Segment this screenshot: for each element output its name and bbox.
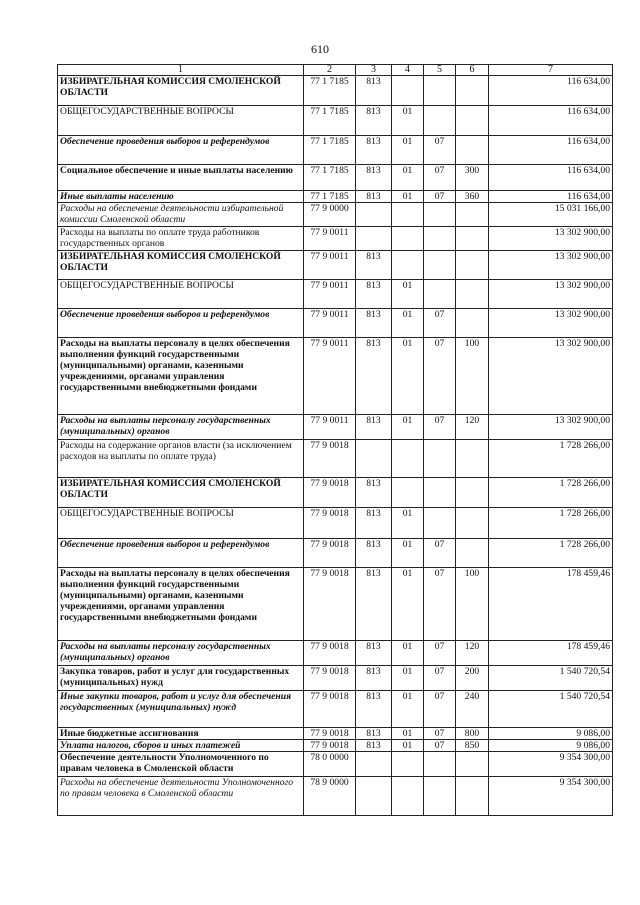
section-code: 01 <box>392 338 424 415</box>
section-code: 01 <box>392 568 424 641</box>
table-row <box>58 191 613 203</box>
expense-type-code <box>456 508 489 539</box>
target-article-code: 77 1 7185 <box>304 76 356 106</box>
ministry-code: 813 <box>356 539 392 568</box>
table-row <box>58 539 613 568</box>
table-row <box>58 478 613 508</box>
row-name: Расходы на содержание органов власти (за исключением расходов на выплаты по оплате труда) <box>58 440 304 478</box>
header-cell: 4 <box>392 65 424 76</box>
ministry-code: 813 <box>356 309 392 338</box>
ministry-code: 813 <box>356 728 392 740</box>
target-article-code: 77 9 0011 <box>304 338 356 415</box>
target-article-code: 77 9 0011 <box>304 415 356 440</box>
table-row <box>58 752 613 777</box>
amount: 9 354 300,00 <box>489 777 613 816</box>
ministry-code <box>356 777 392 816</box>
header-cell: 2 <box>304 65 356 76</box>
subsection-code <box>424 752 456 777</box>
table-row <box>58 728 613 740</box>
expense-type-code <box>456 280 489 309</box>
amount: 15 031 166,00 <box>489 203 613 227</box>
expense-type-code: 100 <box>456 568 489 641</box>
table-row <box>58 568 613 641</box>
subsection-code <box>424 203 456 227</box>
expense-type-code: 240 <box>456 691 489 728</box>
ministry-code <box>356 227 392 251</box>
row-name: Расходы на выплаты персоналу государственных (муниципальных) органов <box>58 415 304 440</box>
subsection-code: 07 <box>424 641 456 666</box>
target-article-code: 77 9 0011 <box>304 280 356 309</box>
table-row <box>58 280 613 309</box>
subsection-code: 07 <box>424 338 456 415</box>
section-code: 01 <box>392 191 424 203</box>
subsection-code <box>424 508 456 539</box>
expense-type-code <box>456 309 489 338</box>
row-name: Иные выплаты населению <box>58 191 304 203</box>
amount: 1 728 266,00 <box>489 539 613 568</box>
target-article-code: 77 1 7185 <box>304 165 356 191</box>
subsection-code <box>424 280 456 309</box>
header-cell: 7 <box>489 65 613 76</box>
subsection-code: 07 <box>424 691 456 728</box>
target-article-code: 77 9 0018 <box>304 539 356 568</box>
row-name: ОБЩЕГОСУДАРСТВЕННЫЕ ВОПРОСЫ <box>58 508 304 539</box>
subsection-code: 07 <box>424 666 456 691</box>
header-cell: 6 <box>456 65 489 76</box>
section-code <box>392 227 424 251</box>
ministry-code: 813 <box>356 338 392 415</box>
row-name: Обеспечение проведения выборов и референдумов <box>58 136 304 165</box>
section-code: 01 <box>392 309 424 338</box>
amount: 13 302 900,00 <box>489 251 613 280</box>
amount: 178 459,46 <box>489 568 613 641</box>
ministry-code <box>356 203 392 227</box>
expense-type-code <box>456 136 489 165</box>
row-name: ИЗБИРАТЕЛЬНАЯ КОМИССИЯ СМОЛЕНСКОЙ ОБЛАСТИ <box>58 251 304 280</box>
section-code: 01 <box>392 728 424 740</box>
target-article-code: 78 9 0000 <box>304 777 356 816</box>
target-article-code: 77 9 0018 <box>304 508 356 539</box>
table-row <box>58 227 613 251</box>
target-article-code: 77 9 0018 <box>304 728 356 740</box>
row-name: Расходы на выплаты персоналу государственных (муниципальных) органов <box>58 641 304 666</box>
section-code: 01 <box>392 136 424 165</box>
expense-type-code: 800 <box>456 728 489 740</box>
subsection-code <box>424 251 456 280</box>
target-article-code: 77 9 0018 <box>304 666 356 691</box>
row-name: Социальное обеспечение и иные выплаты населению <box>58 165 304 191</box>
section-code: 01 <box>392 666 424 691</box>
ministry-code <box>356 752 392 777</box>
row-name: ИЗБИРАТЕЛЬНАЯ КОМИССИЯ СМОЛЕНСКОЙ ОБЛАСТИ <box>58 76 304 106</box>
row-name: Закупка товаров, работ и услуг для государственных (муниципальных) нужд <box>58 666 304 691</box>
expense-type-code <box>456 752 489 777</box>
section-code <box>392 76 424 106</box>
expense-type-code <box>456 76 489 106</box>
section-code: 01 <box>392 641 424 666</box>
budget-table <box>57 64 613 816</box>
amount: 13 302 900,00 <box>489 309 613 338</box>
section-code: 01 <box>392 740 424 752</box>
subsection-code <box>424 76 456 106</box>
amount: 9 086,00 <box>489 740 613 752</box>
row-name: Уплата налогов, сборов и иных платежей <box>58 740 304 752</box>
header-row <box>58 65 613 76</box>
ministry-code: 813 <box>356 666 392 691</box>
table-row <box>58 203 613 227</box>
subsection-code: 07 <box>424 568 456 641</box>
ministry-code: 813 <box>356 641 392 666</box>
target-article-code: 77 9 0018 <box>304 740 356 752</box>
subsection-code <box>424 440 456 478</box>
section-code: 01 <box>392 165 424 191</box>
target-article-code: 77 9 0018 <box>304 691 356 728</box>
section-code: 01 <box>392 106 424 136</box>
amount: 116 634,00 <box>489 191 613 203</box>
target-article-code: 77 9 0011 <box>304 251 356 280</box>
row-name: Расходы на обеспечение деятельности Уполномоченного по правам человека в Смоленской области <box>58 777 304 816</box>
table-row <box>58 666 613 691</box>
table-row <box>58 251 613 280</box>
target-article-code: 77 9 0011 <box>304 309 356 338</box>
expense-type-code: 120 <box>456 415 489 440</box>
amount: 1 540 720,54 <box>489 691 613 728</box>
expense-type-code: 850 <box>456 740 489 752</box>
header-cell: 3 <box>356 65 392 76</box>
table-row <box>58 165 613 191</box>
section-code: 01 <box>392 280 424 309</box>
ministry-code: 813 <box>356 251 392 280</box>
table-row <box>58 641 613 666</box>
row-name: ОБЩЕГОСУДАРСТВЕННЫЕ ВОПРОСЫ <box>58 106 304 136</box>
ministry-code: 813 <box>356 191 392 203</box>
table-row <box>58 338 613 415</box>
table-row <box>58 691 613 728</box>
table-row <box>58 309 613 338</box>
section-code <box>392 478 424 508</box>
subsection-code: 07 <box>424 740 456 752</box>
table-row <box>58 106 613 136</box>
section-code: 01 <box>392 691 424 728</box>
row-name: Расходы на выплаты по оплате труда работников государственных органов <box>58 227 304 251</box>
ministry-code: 813 <box>356 106 392 136</box>
section-code <box>392 777 424 816</box>
amount: 116 634,00 <box>489 106 613 136</box>
row-name: Расходы на выплаты персоналу в целях обеспечения выполнения функций государственными (муниципальными) органами, казенными учреждениями, органами управления государственными внебюджетными фондами <box>58 568 304 641</box>
amount: 1 728 266,00 <box>489 440 613 478</box>
target-article-code: 77 9 0011 <box>304 227 356 251</box>
target-article-code: 77 1 7185 <box>304 136 356 165</box>
subsection-code: 07 <box>424 539 456 568</box>
target-article-code: 77 9 0018 <box>304 641 356 666</box>
section-code <box>392 251 424 280</box>
table-row <box>58 76 613 106</box>
row-name: Иные бюджетные ассигнования <box>58 728 304 740</box>
ministry-code: 813 <box>356 280 392 309</box>
row-name: Расходы на обеспечение деятельности избирательной комиссии Смоленской области <box>58 203 304 227</box>
expense-type-code <box>456 777 489 816</box>
amount: 1 728 266,00 <box>489 478 613 508</box>
expense-type-code: 200 <box>456 666 489 691</box>
amount: 178 459,46 <box>489 641 613 666</box>
expense-type-code <box>456 203 489 227</box>
amount: 1 728 266,00 <box>489 508 613 539</box>
target-article-code: 78 0 0000 <box>304 752 356 777</box>
row-name: Обеспечение проведения выборов и референдумов <box>58 539 304 568</box>
amount: 9 086,00 <box>489 728 613 740</box>
amount: 116 634,00 <box>489 165 613 191</box>
subsection-code <box>424 227 456 251</box>
subsection-code: 07 <box>424 309 456 338</box>
target-article-code: 77 1 7185 <box>304 191 356 203</box>
header-cell: 5 <box>424 65 456 76</box>
amount: 116 634,00 <box>489 76 613 106</box>
ministry-code: 813 <box>356 415 392 440</box>
section-code: 01 <box>392 539 424 568</box>
target-article-code: 77 9 0000 <box>304 203 356 227</box>
subsection-code <box>424 777 456 816</box>
amount: 1 540 720,54 <box>489 666 613 691</box>
table-row <box>58 136 613 165</box>
section-code <box>392 203 424 227</box>
row-name: Расходы на выплаты персоналу в целях обеспечения выполнения функций государственными (муниципальными) органами, казенными учреждениями, органами управления государственными внебюджетными фондами <box>58 338 304 415</box>
row-name: Обеспечение деятельности Уполномоченного по правам человека в Смоленской области <box>58 752 304 777</box>
ministry-code <box>356 440 392 478</box>
expense-type-code: 100 <box>456 338 489 415</box>
ministry-code: 813 <box>356 165 392 191</box>
subsection-code: 07 <box>424 165 456 191</box>
row-name: ОБЩЕГОСУДАРСТВЕННЫЕ ВОПРОСЫ <box>58 280 304 309</box>
ministry-code: 813 <box>356 136 392 165</box>
expense-type-code <box>456 440 489 478</box>
amount: 13 302 900,00 <box>489 338 613 415</box>
table-row <box>58 740 613 752</box>
page-number: 610 <box>311 42 329 56</box>
expense-type-code <box>456 539 489 568</box>
ministry-code: 813 <box>356 478 392 508</box>
subsection-code: 07 <box>424 191 456 203</box>
amount: 13 302 900,00 <box>489 415 613 440</box>
section-code: 01 <box>392 508 424 539</box>
ministry-code: 813 <box>356 508 392 539</box>
target-article-code: 77 9 0018 <box>304 478 356 508</box>
subsection-code: 07 <box>424 136 456 165</box>
target-article-code: 77 9 0018 <box>304 440 356 478</box>
subsection-code <box>424 106 456 136</box>
table-row <box>58 777 613 816</box>
expense-type-code <box>456 251 489 280</box>
subsection-code <box>424 478 456 508</box>
expense-type-code: 120 <box>456 641 489 666</box>
amount: 13 302 900,00 <box>489 280 613 309</box>
amount: 9 354 300,00 <box>489 752 613 777</box>
expense-type-code <box>456 227 489 251</box>
section-code: 01 <box>392 415 424 440</box>
expense-type-code: 360 <box>456 191 489 203</box>
ministry-code: 813 <box>356 740 392 752</box>
ministry-code: 813 <box>356 568 392 641</box>
expense-type-code: 300 <box>456 165 489 191</box>
table-row <box>58 508 613 539</box>
row-name: ИЗБИРАТЕЛЬНАЯ КОМИССИЯ СМОЛЕНСКОЙ ОБЛАСТИ <box>58 478 304 508</box>
row-name: Иные закупки товаров, работ и услуг для обеспечения государственных (муниципальных) нужд <box>58 691 304 728</box>
amount: 116 634,00 <box>489 136 613 165</box>
target-article-code: 77 1 7185 <box>304 106 356 136</box>
row-name: Обеспечение проведения выборов и референдумов <box>58 309 304 338</box>
subsection-code: 07 <box>424 415 456 440</box>
ministry-code: 813 <box>356 691 392 728</box>
expense-type-code <box>456 106 489 136</box>
header-cell: 1 <box>58 65 304 76</box>
expense-type-code <box>456 478 489 508</box>
section-code <box>392 440 424 478</box>
subsection-code: 07 <box>424 728 456 740</box>
table-row <box>58 415 613 440</box>
amount: 13 302 900,00 <box>489 227 613 251</box>
section-code <box>392 752 424 777</box>
target-article-code: 77 9 0018 <box>304 568 356 641</box>
ministry-code: 813 <box>356 76 392 106</box>
table-row <box>58 440 613 478</box>
